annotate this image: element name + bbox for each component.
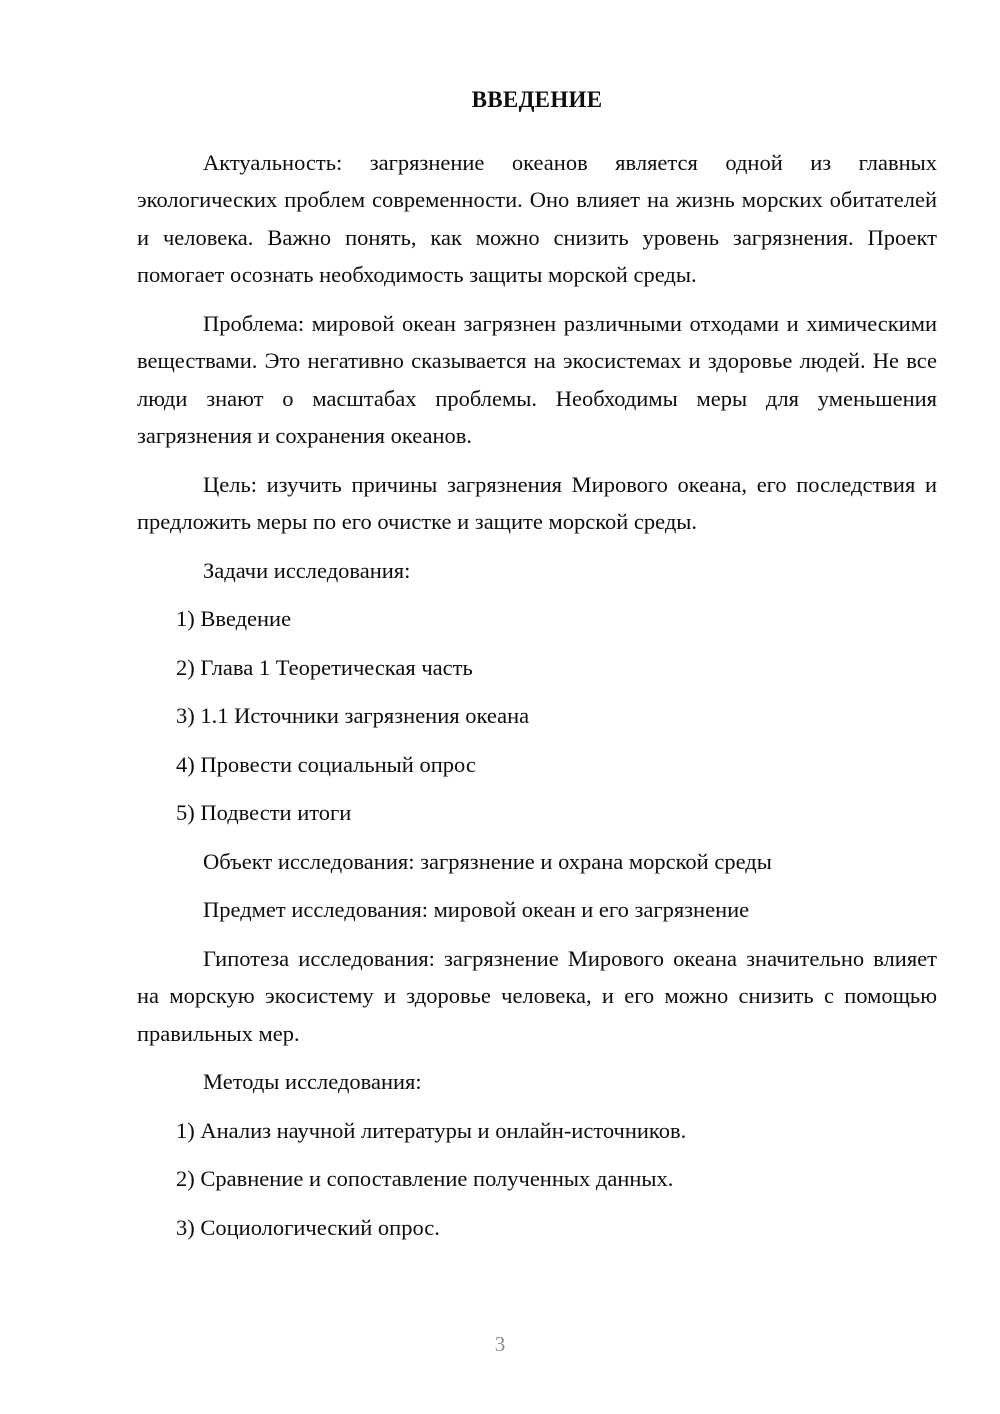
list-item <box>137 600 937 638</box>
list-item <box>137 1112 937 1150</box>
paragraph-relevance: Актуальность: загрязнение океанов является одной из главных экологических проблем современности. Оно влияет на жизнь морских обитателей и человека. Важно понять, как можно снизить уровень загрязнения. Проект помогает осознать необходимость защиты морской среды. <box>137 149 937 288</box>
list-item-label: Сравнение и сопоставление полученных данных. <box>200 1166 674 1192</box>
list-marker: 2) <box>176 654 195 680</box>
methods-heading: Методы исследования: <box>203 1069 422 1095</box>
list-marker: 1) <box>176 1117 195 1143</box>
list-item <box>137 1209 937 1247</box>
list-item-label: Введение <box>200 606 292 632</box>
list-item-label: Провести социальный опрос <box>200 751 476 777</box>
paragraph-problem: Проблема: мировой океан загрязнен различными отходами и химическими веществами. Это негативно сказывается на экосистемах и здоровье людей. Не все люди знают о масштабах проблемы. Необходимы меры для уменьшения загрязнения и сохранения океанов. <box>137 310 937 449</box>
list-item <box>137 649 937 687</box>
list-item-label: Анализ научной литературы и онлайн-источников. <box>200 1117 687 1143</box>
list-item-label: Подвести итоги <box>200 800 352 826</box>
list-marker: 1) <box>176 606 195 632</box>
document-body <box>137 86 937 1257</box>
list-marker: 3) <box>176 703 195 729</box>
methods-list <box>137 1112 937 1247</box>
list-item <box>137 794 937 832</box>
page-title: ВВЕДЕНИЕ <box>471 87 603 112</box>
list-item <box>137 746 937 784</box>
definition-object: Объект исследования: загрязнение и охрана морской среды <box>203 848 772 874</box>
list-item-label: 1.1 Источники загрязнения океана <box>200 703 530 729</box>
paragraph-hypothesis: Гипотеза исследования: загрязнение Мирового океана значительно влияет на морскую экосистему и здоровье человека, и его можно снизить с помощью правильных мер. <box>137 945 937 1046</box>
tasks-heading: Задачи исследования: <box>203 557 411 583</box>
list-marker: 4) <box>176 751 195 777</box>
list-marker: 2) <box>176 1166 195 1192</box>
list-item <box>137 1160 937 1198</box>
tasks-list <box>137 600 937 832</box>
list-item-label: Социологический опрос. <box>200 1214 440 1240</box>
list-item <box>137 697 937 735</box>
paragraph-goal: Цель: изучить причины загрязнения Мирового океана, его последствия и предложить меры по его очистке и защите морской среды. <box>137 471 937 535</box>
list-marker: 3) <box>176 1214 195 1240</box>
list-item-label: Глава 1 Теоретическая часть <box>200 654 473 680</box>
page-number: 3 <box>494 1332 506 1356</box>
definition-subject: Предмет исследования: мировой океан и его загрязнение <box>203 897 750 923</box>
list-marker: 5) <box>176 800 195 826</box>
